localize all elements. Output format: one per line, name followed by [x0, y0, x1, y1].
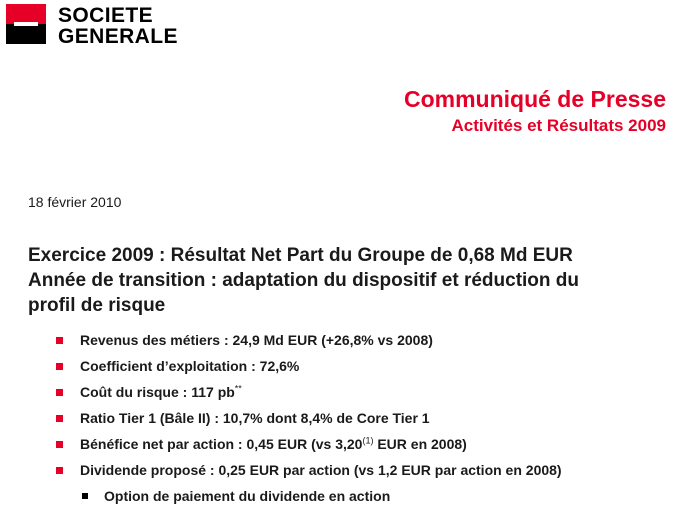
list-item — [54, 329, 562, 355]
footnote-marker: (1) — [362, 435, 374, 446]
sub-bullet-square-icon — [82, 493, 88, 499]
headline-line-3: profil de risque — [28, 295, 166, 316]
bullet-square-icon — [56, 389, 63, 396]
headline-line-1: Exercice 2009 : Résultat Net Part du Groupe de 0,68 Md EUR — [28, 245, 573, 266]
logo-mark-icon — [6, 4, 46, 44]
logo-wordmark — [58, 5, 178, 47]
sub-list-item — [54, 485, 562, 509]
press-release-subtitle: Activités et Résultats 2009 — [451, 116, 666, 135]
bullet-text: Coût du risque : 117 pb — [80, 384, 235, 400]
list-item — [54, 381, 562, 407]
headline-line-2: Année de transition : adaptation du dispositif et réduction du — [28, 270, 580, 291]
bullet-square-icon — [56, 441, 63, 448]
bullet-text: Dividende proposé : 0,25 EUR par action (vs 1,2 EUR par action en 2008) — [80, 462, 562, 478]
footnote-marker: ** — [234, 383, 242, 394]
key-figures-list — [54, 329, 562, 509]
bullet-square-icon — [56, 467, 63, 474]
list-item — [54, 459, 562, 485]
bullet-text: Revenus des métiers : 24,9 Md EUR (+26,8% vs 2008) — [80, 332, 433, 348]
bullet-text: Bénéfice net par action : 0,45 EUR (vs 3,20 — [80, 436, 363, 452]
bullet-text-tail: EUR en 2008) — [373, 436, 467, 452]
bullet-text: Coefficient d’exploitation : 72,6% — [80, 358, 300, 374]
logo-line-1: SOCIETE — [58, 4, 153, 27]
release-date: 18 février 2010 — [28, 194, 122, 210]
bullet-text: Ratio Tier 1 (Bâle II) : 10,7% dont 8,4% de Core Tier 1 — [80, 410, 430, 426]
sub-bullet-text: Option de paiement du dividende en action — [104, 488, 391, 504]
list-item — [54, 355, 562, 381]
headline — [28, 243, 668, 318]
list-item — [54, 407, 562, 433]
bullet-square-icon — [56, 415, 63, 422]
logo-line-2: GENERALE — [58, 25, 178, 48]
bullet-square-icon — [56, 363, 63, 370]
bullet-square-icon — [56, 337, 63, 344]
press-release-title: Communiqué de Presse — [403, 86, 666, 112]
list-item — [54, 433, 562, 459]
societe-generale-logo — [6, 4, 216, 48]
